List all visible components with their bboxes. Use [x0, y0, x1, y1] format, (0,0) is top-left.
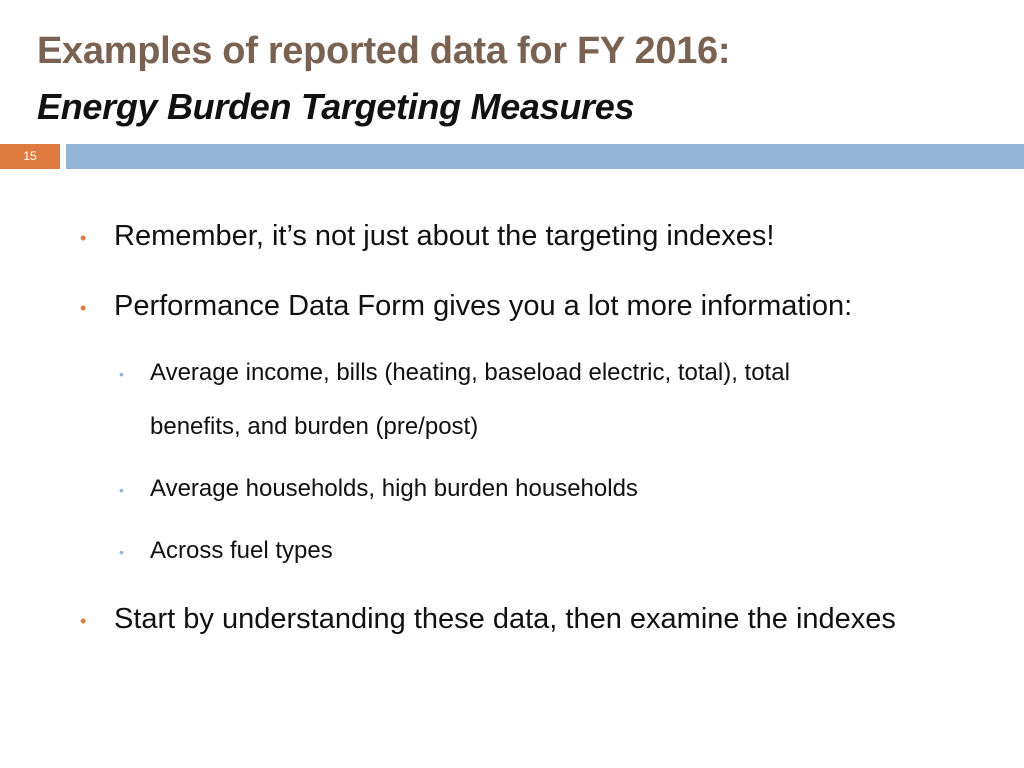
bullet-dot-icon: • [80, 228, 87, 248]
bullet-item: Start by understanding these data, then examine the indexes [114, 603, 896, 635]
header-bar [66, 144, 1024, 169]
sub-bullet-item-continuation: benefits, and burden (pre/post) [150, 413, 479, 440]
sub-bullet-item: Average households, high burden households [150, 475, 638, 502]
slide-number: 15 [0, 144, 60, 169]
bullet-item: Remember, it’s not just about the targeting indexes! [114, 220, 775, 252]
slide-subtitle: Energy Burden Targeting Measures [37, 86, 635, 127]
sub-bullet-dot-icon: • [119, 544, 124, 560]
sub-bullet-item: Average income, bills (heating, baseload electric, total), total [150, 359, 790, 386]
sub-bullet-item: Across fuel types [150, 537, 333, 564]
sub-bullet-dot-icon: • [119, 366, 124, 382]
bullet-item: Performance Data Form gives you a lot more information: [114, 290, 853, 322]
slide-title: Examples of reported data for FY 2016: [37, 30, 731, 72]
bullet-dot-icon: • [80, 298, 87, 318]
sub-bullet-dot-icon: • [119, 482, 124, 498]
bullet-dot-icon: • [80, 611, 87, 631]
